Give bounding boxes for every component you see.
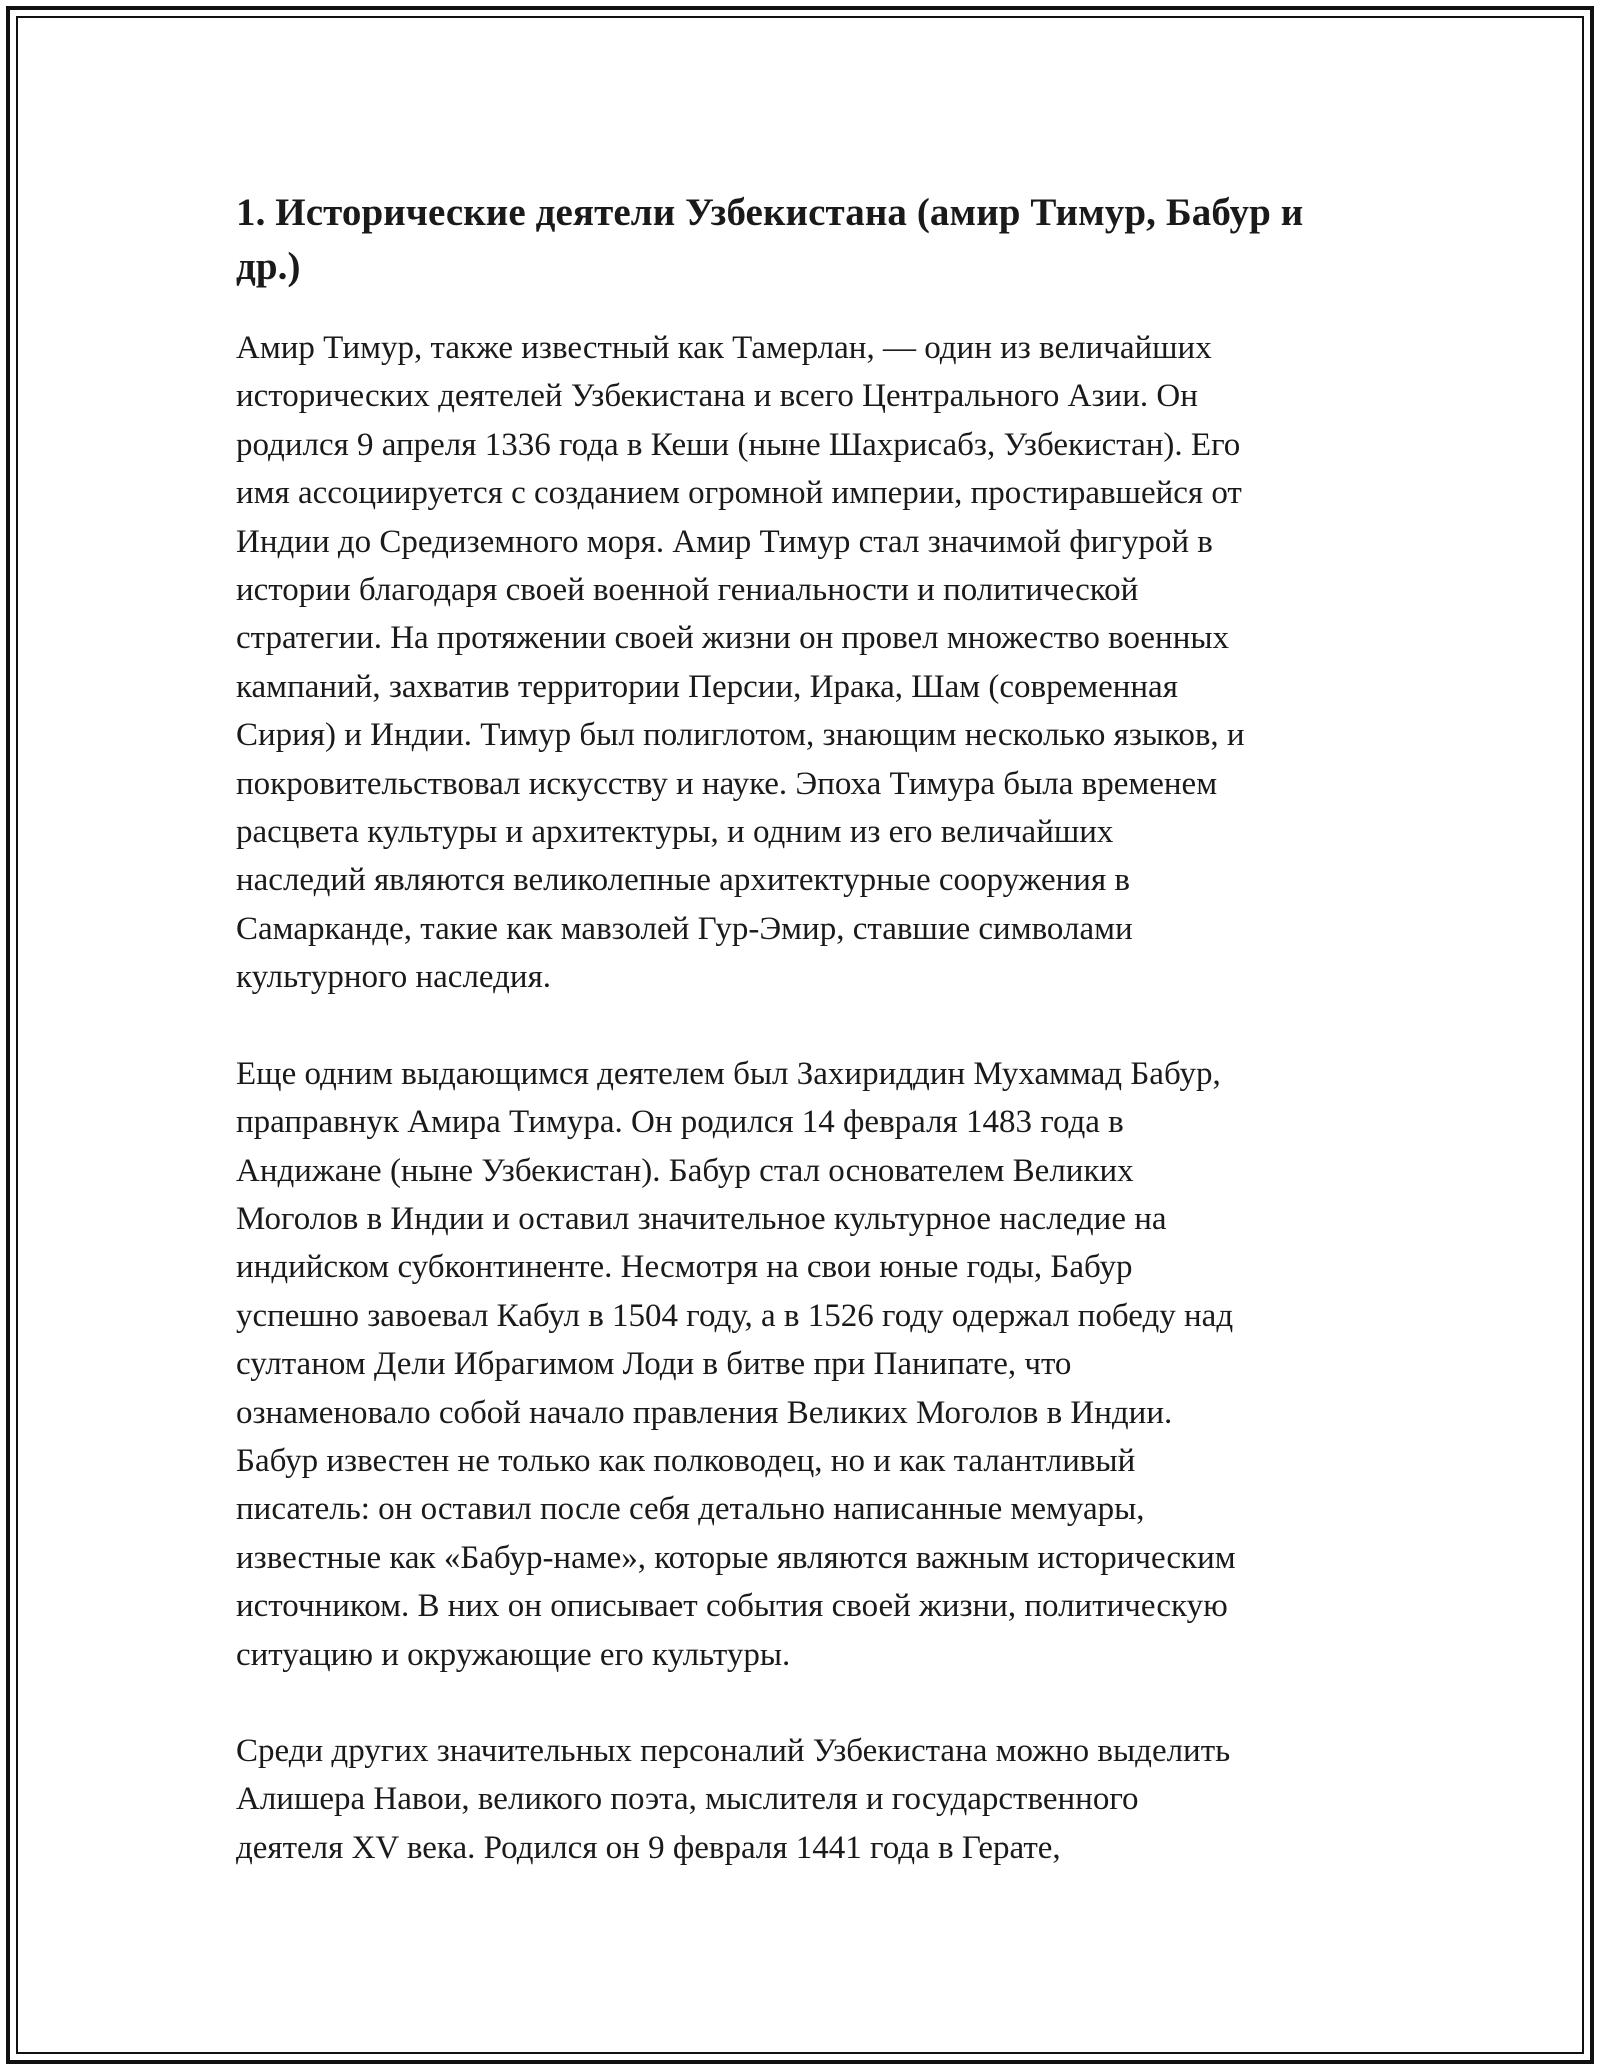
section-heading: 1. Исторические деятели Узбекистана (амир Тимур, Бабур и др.) bbox=[236, 191, 1304, 288]
paragraph-amir-timur: Амир Тимур, также известный как Тамерлан, — один из величайших исторических деятелей Узбекистана и всего Центрального Азии. Он родился 9 апреля 1336 года в Кеши (ныне Шахрисабз, Узбекистан). Его имя ассоциируется с созданием огромной империи, простиравшейся от Индии до Средиземного моря. Амир Тимур стал значимой фигурой в истории благодаря своей военной гениальности и политической стратегии. На протяжении своей жизни он провел множество военных кампаний, захватив территории Персии, Ирака, Шам (современная Сирия) и Индии. Тимур был полиглотом, знающим несколько языков, и покровительствовал искусству и науке. Эпоха Тимура была временем расцвета культуры и архитектуры, и одним из его величайших наследий являются великолепные архитектурные сооружения в Самарканде, такие как мавзолей Гур-Эмир, ставшие символами культурного наследия. bbox=[236, 330, 1245, 996]
paragraph-navoi: Среди других значительных персоналий Узбекистана можно выделить Алишера Навои, великого поэта, мыслителя и государственного деятеля XV века. Родился он 9 февраля 1441 года в Герате, bbox=[236, 1732, 1231, 1866]
paragraph-babur: Еще одним выдающимся деятелем был Захириддин Мухаммад Бабур, праправнук Амира Тимура. Он родился 14 февраля 1483 года в Андижане (ныне Узбекистан). Бабур стал основателем Великих Моголов в Индии и оставил значительное культурное наследие на индийском субконтиненте. Несмотря на свои юные годы, Бабур успешно завоевал Кабул в 1504 году, а в 1526 году одержал победу над султаном Дели Ибрагимом Лоди в битве при Панипате, что ознаменовало собой начало правления Великих Моголов в Индии. Бабур известен не только как полководец, но и как талантливый писатель: он оставил после себя детально написанные мемуары, известные как «Бабур-наме», которые являются важным историческим источником. В них он описывает события своей жизни, политическую ситуацию и окружающие его культуры. bbox=[236, 1055, 1236, 1673]
document-body bbox=[236, 186, 1372, 1920]
